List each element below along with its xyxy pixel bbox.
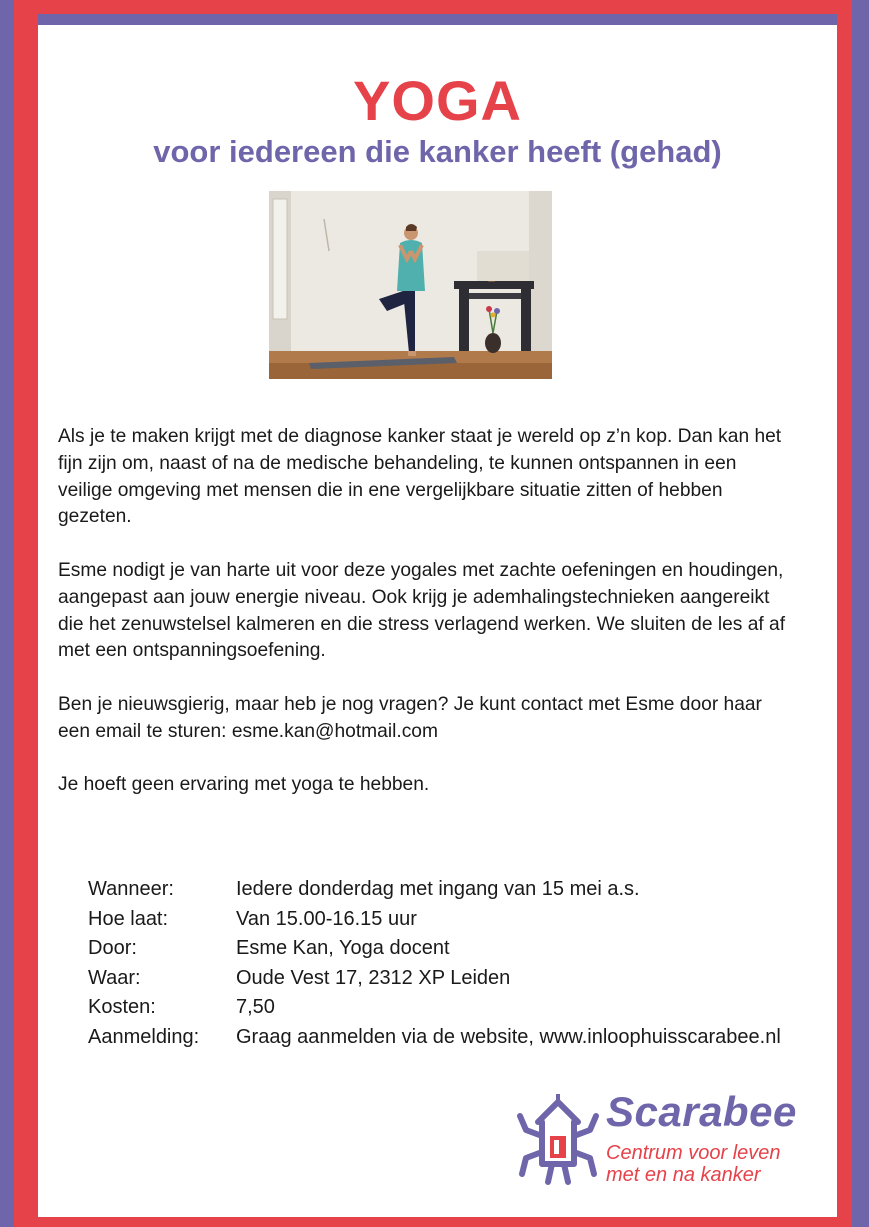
invitation-paragraph: Esme nodigt je van harte uit voor deze yogales met zachte oefeningen en houdingen, aangepast aan jouw energie niveau. Ook krijg je ademhalingstechnieken aangereikt die het zenuwstelsel kalmeren en die stress verlagend werken. We sluiten de les af af met een ontspanningsoefening. [58, 559, 786, 662]
scarab-house-icon [514, 1086, 602, 1186]
detail-label: Kosten: [88, 996, 156, 1018]
detail-label: Door: [88, 937, 137, 959]
detail-value: 7,50 [236, 996, 275, 1018]
intro-paragraph: Als je te maken krijgt met de diagnose kanker staat je wereld op z’n kop. Dan kan het fijn zijn om, naast of na de medische behandeling, te kunnen ontspannen in een veilige omgeving met mensen die in ene vergelijkbare situatie zitten of hebben gezeten. [58, 426, 782, 528]
top-accent-bar [38, 14, 837, 25]
detail-value: Graag aanmelden via de website, www.inloophuisscarabee.nl [236, 1025, 781, 1048]
contact-paragraph: Ben je nieuwsgierig, maar heb je nog vragen? Je kunt contact met Esme door haar een email te sturen: esme.kan@hotmail.com [58, 693, 762, 742]
logo-tagline-line1: Centrum voor leven [606, 1142, 781, 1164]
body-text [58, 424, 788, 826]
detail-label: Waar: [88, 966, 141, 989]
logo-name: Scarabee [606, 1088, 797, 1135]
detail-value: Esme Kan, Yoga docent [236, 937, 450, 959]
detail-label: Wanneer: [88, 878, 174, 900]
logo-tagline [606, 1142, 781, 1186]
yoga-tree-pose-photo [269, 191, 552, 379]
detail-label: Aanmelding: [88, 1025, 200, 1048]
detail-value: Oude Vest 17, 2312 XP Leiden [236, 966, 511, 989]
experience-paragraph: Je hoeft geen ervaring met yoga te hebben. [58, 774, 430, 796]
detail-value: Iedere donderdag met ingang van 15 mei a.s. [236, 878, 640, 900]
scarabee-logo [514, 1086, 814, 1191]
page-subtitle: voor iedereen die kanker heeft (gehad) [153, 134, 722, 169]
logo-tagline-line2: met en na kanker [606, 1164, 761, 1186]
detail-value: Van 15.00-16.15 uur [236, 907, 417, 930]
flyer-page [38, 14, 837, 1217]
page-title: YOGA [353, 69, 522, 132]
detail-label: Hoe laat: [88, 907, 169, 930]
